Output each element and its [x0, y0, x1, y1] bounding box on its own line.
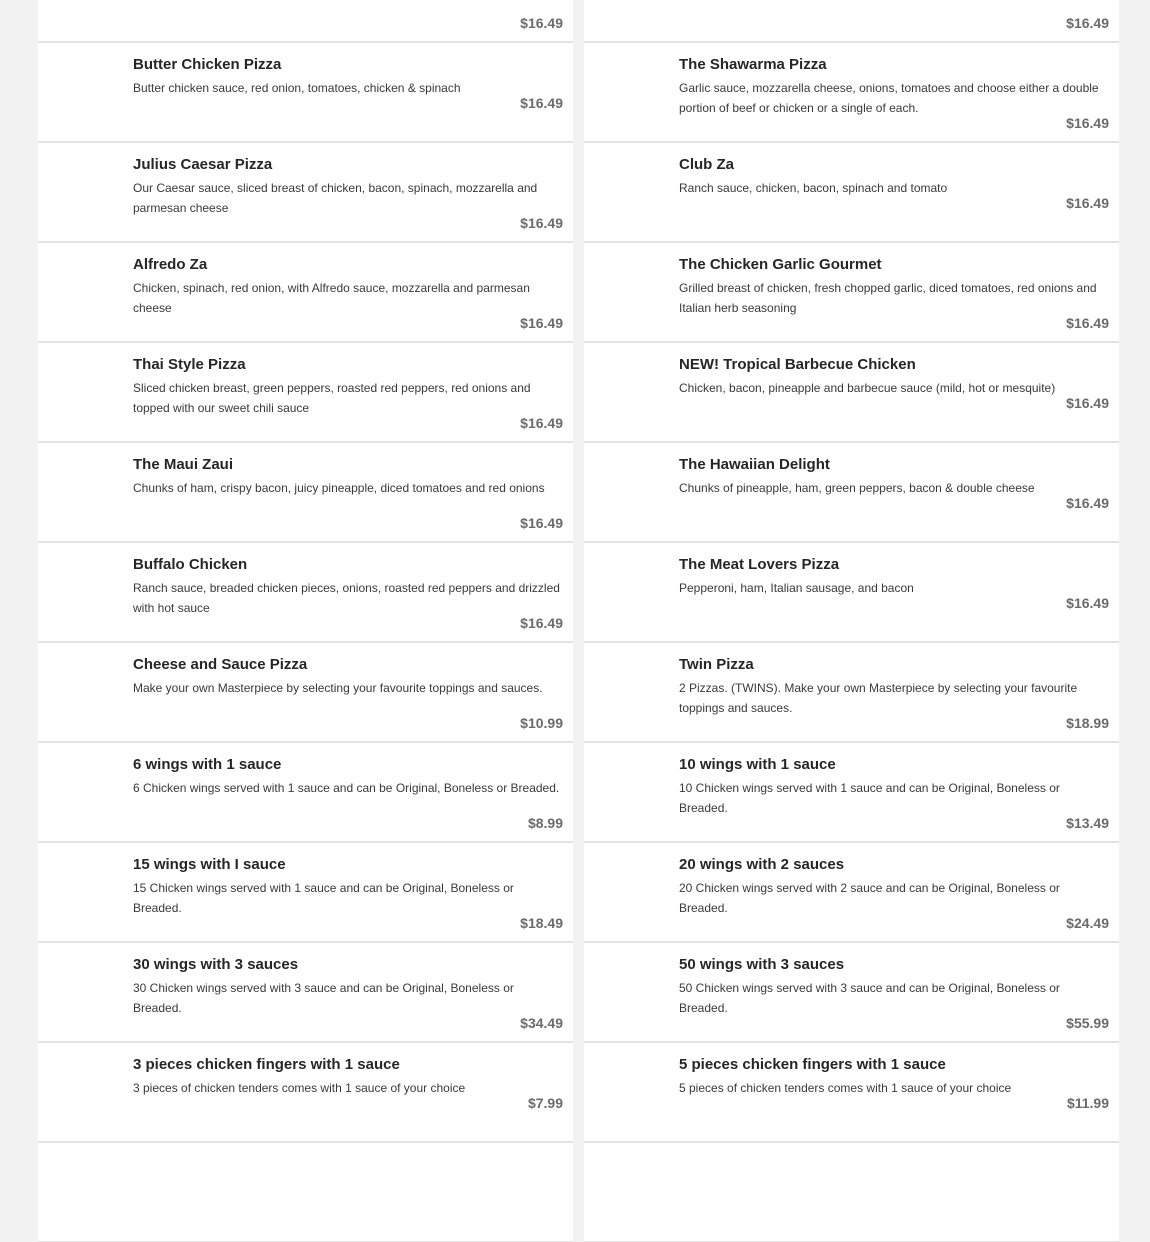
item-name[interactable]: The Chicken Garlic Gourmet	[679, 256, 882, 273]
menu-item-card[interactable]	[38, 442, 573, 542]
item-image	[594, 353, 670, 429]
item-price: $18.99	[1066, 715, 1109, 731]
item-image	[48, 253, 124, 329]
item-name[interactable]: 3 pieces chicken fingers with 1 sauce	[133, 1056, 400, 1073]
item-description: Our Caesar sauce, sliced breast of chicken, bacon, spinach, mozzarella and parmesan cheese	[133, 181, 538, 215]
menu-item-card[interactable]	[38, 0, 573, 42]
item-price: $10.99	[520, 715, 563, 731]
item-name[interactable]: 6 wings with 1 sauce	[133, 756, 282, 773]
item-image	[48, 553, 124, 629]
menu-item-card[interactable]	[584, 842, 1119, 942]
item-description: 10 Chicken wings served with 1 sauce and can be Original, Boneless or Breaded.	[679, 781, 1060, 815]
item-price: $16.49	[1066, 395, 1109, 411]
item-image	[48, 953, 124, 1029]
item-image	[594, 1153, 670, 1229]
menu-item-card[interactable]	[584, 142, 1119, 242]
menu-item-card[interactable]	[38, 242, 573, 342]
item-description: Sliced chicken breast, green peppers, roasted red peppers, red onions and topped with our sweet chili sauce	[133, 381, 531, 415]
item-price: $11.99	[1066, 1095, 1109, 1111]
menu-item-card[interactable]	[584, 42, 1119, 142]
item-price: $34.49	[520, 1015, 563, 1031]
item-name[interactable]: Club Za	[679, 156, 734, 173]
item-price: $16.49	[1066, 115, 1109, 131]
item-image	[48, 1053, 124, 1129]
item-image	[594, 653, 670, 729]
item-image	[594, 1053, 670, 1129]
item-image	[594, 553, 670, 629]
item-price: $13.49	[1066, 815, 1109, 831]
item-price: $8.99	[527, 815, 563, 831]
item-image	[48, 853, 124, 929]
item-description: Ranch sauce, chicken, bacon, spinach and tomato	[679, 181, 948, 195]
item-image	[594, 0, 670, 29]
item-description: Make your own Masterpiece by selecting your favourite toppings and sauces.	[133, 681, 543, 695]
item-price: $55.99	[1066, 1015, 1109, 1031]
item-price: $16.49	[520, 95, 563, 111]
item-name[interactable]: Twin Pizza	[679, 656, 754, 673]
menu-item-card[interactable]	[38, 342, 573, 442]
item-name[interactable]: NEW! Tropical Barbecue Chicken	[679, 356, 916, 373]
item-description: 6 Chicken wings served with 1 sauce and can be Original, Boneless or Breaded.	[133, 781, 560, 795]
menu-item-card[interactable]	[584, 242, 1119, 342]
item-name[interactable]: 50 wings with 3 sauces	[679, 956, 845, 973]
item-name[interactable]: Buffalo Chicken	[133, 556, 248, 573]
item-price: $16.49	[520, 515, 563, 531]
item-image	[594, 53, 670, 129]
item-price: $16.49	[1066, 315, 1109, 331]
item-price: $16.49	[1066, 195, 1109, 211]
item-name[interactable]: 15 wings with I sauce	[133, 856, 286, 873]
item-price: $16.49	[520, 315, 563, 331]
item-description: 30 Chicken wings served with 3 sauce and can be Original, Boneless or Breaded.	[133, 981, 514, 1015]
menu-item-card[interactable]	[584, 442, 1119, 542]
item-image	[594, 953, 670, 1029]
menu-item-card[interactable]	[584, 742, 1119, 842]
menu-item-card[interactable]	[584, 0, 1119, 42]
item-name[interactable]: Thai Style Pizza	[133, 356, 246, 373]
item-image	[594, 753, 670, 829]
item-name[interactable]: 20 wings with 2 sauces	[679, 856, 845, 873]
item-name[interactable]: Butter Chicken Pizza	[133, 56, 282, 73]
item-description: Chunks of pineapple, ham, green peppers, bacon & double cheese	[679, 481, 1035, 495]
menu-item-card[interactable]	[38, 642, 573, 742]
item-price: $16.49	[1066, 595, 1109, 611]
item-image	[594, 853, 670, 929]
item-description: 2 Pizzas. (TWINS). Make your own Masterpiece by selecting your favourite toppings and sauces.	[679, 681, 1078, 715]
item-name[interactable]: Cheese and Sauce Pizza	[133, 656, 308, 673]
menu-item-card[interactable]	[38, 1142, 573, 1242]
item-description: 5 pieces of chicken tenders comes with 1 sauce of your choice	[679, 1081, 1012, 1095]
item-image	[594, 253, 670, 329]
item-name[interactable]: 10 wings with 1 sauce	[679, 756, 836, 773]
menu-item-card[interactable]	[584, 1042, 1119, 1142]
item-name[interactable]: Alfredo Za	[133, 256, 208, 273]
item-image	[48, 653, 124, 729]
item-name[interactable]: 5 pieces chicken fingers with 1 sauce	[679, 1056, 946, 1073]
item-image	[48, 0, 124, 29]
item-description: Chicken, bacon, pineapple and barbecue sauce (mild, hot or mesquite)	[679, 381, 1056, 395]
menu-item-card[interactable]	[584, 642, 1119, 742]
item-image	[594, 153, 670, 229]
item-description: Pepperoni, ham, Italian sausage, and bacon	[679, 581, 914, 595]
item-description: Butter chicken sauce, red onion, tomatoes, chicken & spinach	[133, 81, 461, 95]
menu-grid	[38, 0, 1119, 1242]
item-image	[594, 453, 670, 529]
item-description: Garlic sauce, mozzarella cheese, onions, tomatoes and choose either a double portion of beef or chicken or a single of each.	[679, 81, 1099, 115]
menu-item-card[interactable]	[584, 942, 1119, 1042]
menu-item-card[interactable]	[584, 342, 1119, 442]
item-price: $24.49	[1066, 915, 1109, 931]
menu-item-card[interactable]	[38, 1042, 573, 1142]
menu-item-card[interactable]	[38, 842, 573, 942]
item-name[interactable]: The Hawaiian Delight	[679, 456, 830, 473]
item-price: $7.99	[527, 1095, 563, 1111]
menu-item-card[interactable]	[38, 42, 573, 142]
item-description: Chunks of ham, crispy bacon, juicy pineapple, diced tomatoes and red onions	[133, 481, 545, 495]
item-price: $16.49	[520, 615, 563, 631]
item-image	[48, 453, 124, 529]
item-price: $18.49	[520, 915, 563, 931]
item-description: Ranch sauce, breaded chicken pieces, onions, roasted red peppers and drizzled with hot sauce	[133, 581, 560, 615]
item-description: 20 Chicken wings served with 2 sauce and can be Original, Boneless or Breaded.	[679, 881, 1060, 915]
item-price: $16.49	[520, 215, 563, 231]
item-description: 3 pieces of chicken tenders comes with 1 sauce of your choice	[133, 1081, 466, 1095]
item-name[interactable]: The Meat Lovers Pizza	[679, 556, 840, 573]
item-price: $16.49	[520, 415, 563, 431]
item-description: 15 Chicken wings served with 1 sauce and can be Original, Boneless or Breaded.	[133, 881, 514, 915]
item-description: Grilled breast of chicken, fresh chopped garlic, diced tomatoes, red onions and Italian herb seasoning	[679, 281, 1097, 315]
item-name[interactable]: Julius Caesar Pizza	[133, 156, 273, 173]
item-price: $16.49	[1066, 15, 1109, 31]
item-price: $16.49	[1066, 495, 1109, 511]
menu-item-card[interactable]	[38, 542, 573, 642]
item-price: $16.49	[520, 15, 563, 31]
item-image	[48, 353, 124, 429]
item-name[interactable]: The Shawarma Pizza	[679, 56, 827, 73]
item-image	[48, 53, 124, 129]
menu-item-card[interactable]	[584, 542, 1119, 642]
item-description: 50 Chicken wings served with 3 sauce and can be Original, Boneless or Breaded.	[679, 981, 1060, 1015]
menu-item-card[interactable]	[38, 142, 573, 242]
menu-item-card[interactable]	[38, 742, 573, 842]
menu-item-card[interactable]	[584, 1142, 1119, 1242]
menu-item-card[interactable]	[38, 942, 573, 1042]
item-image	[48, 753, 124, 829]
item-name[interactable]: The Maui Zaui	[133, 456, 234, 473]
item-description: Chicken, spinach, red onion, with Alfredo sauce, mozzarella and parmesan cheese	[133, 281, 530, 315]
item-name[interactable]: 30 wings with 3 sauces	[133, 956, 299, 973]
item-image	[48, 1153, 124, 1229]
item-image	[48, 153, 124, 229]
